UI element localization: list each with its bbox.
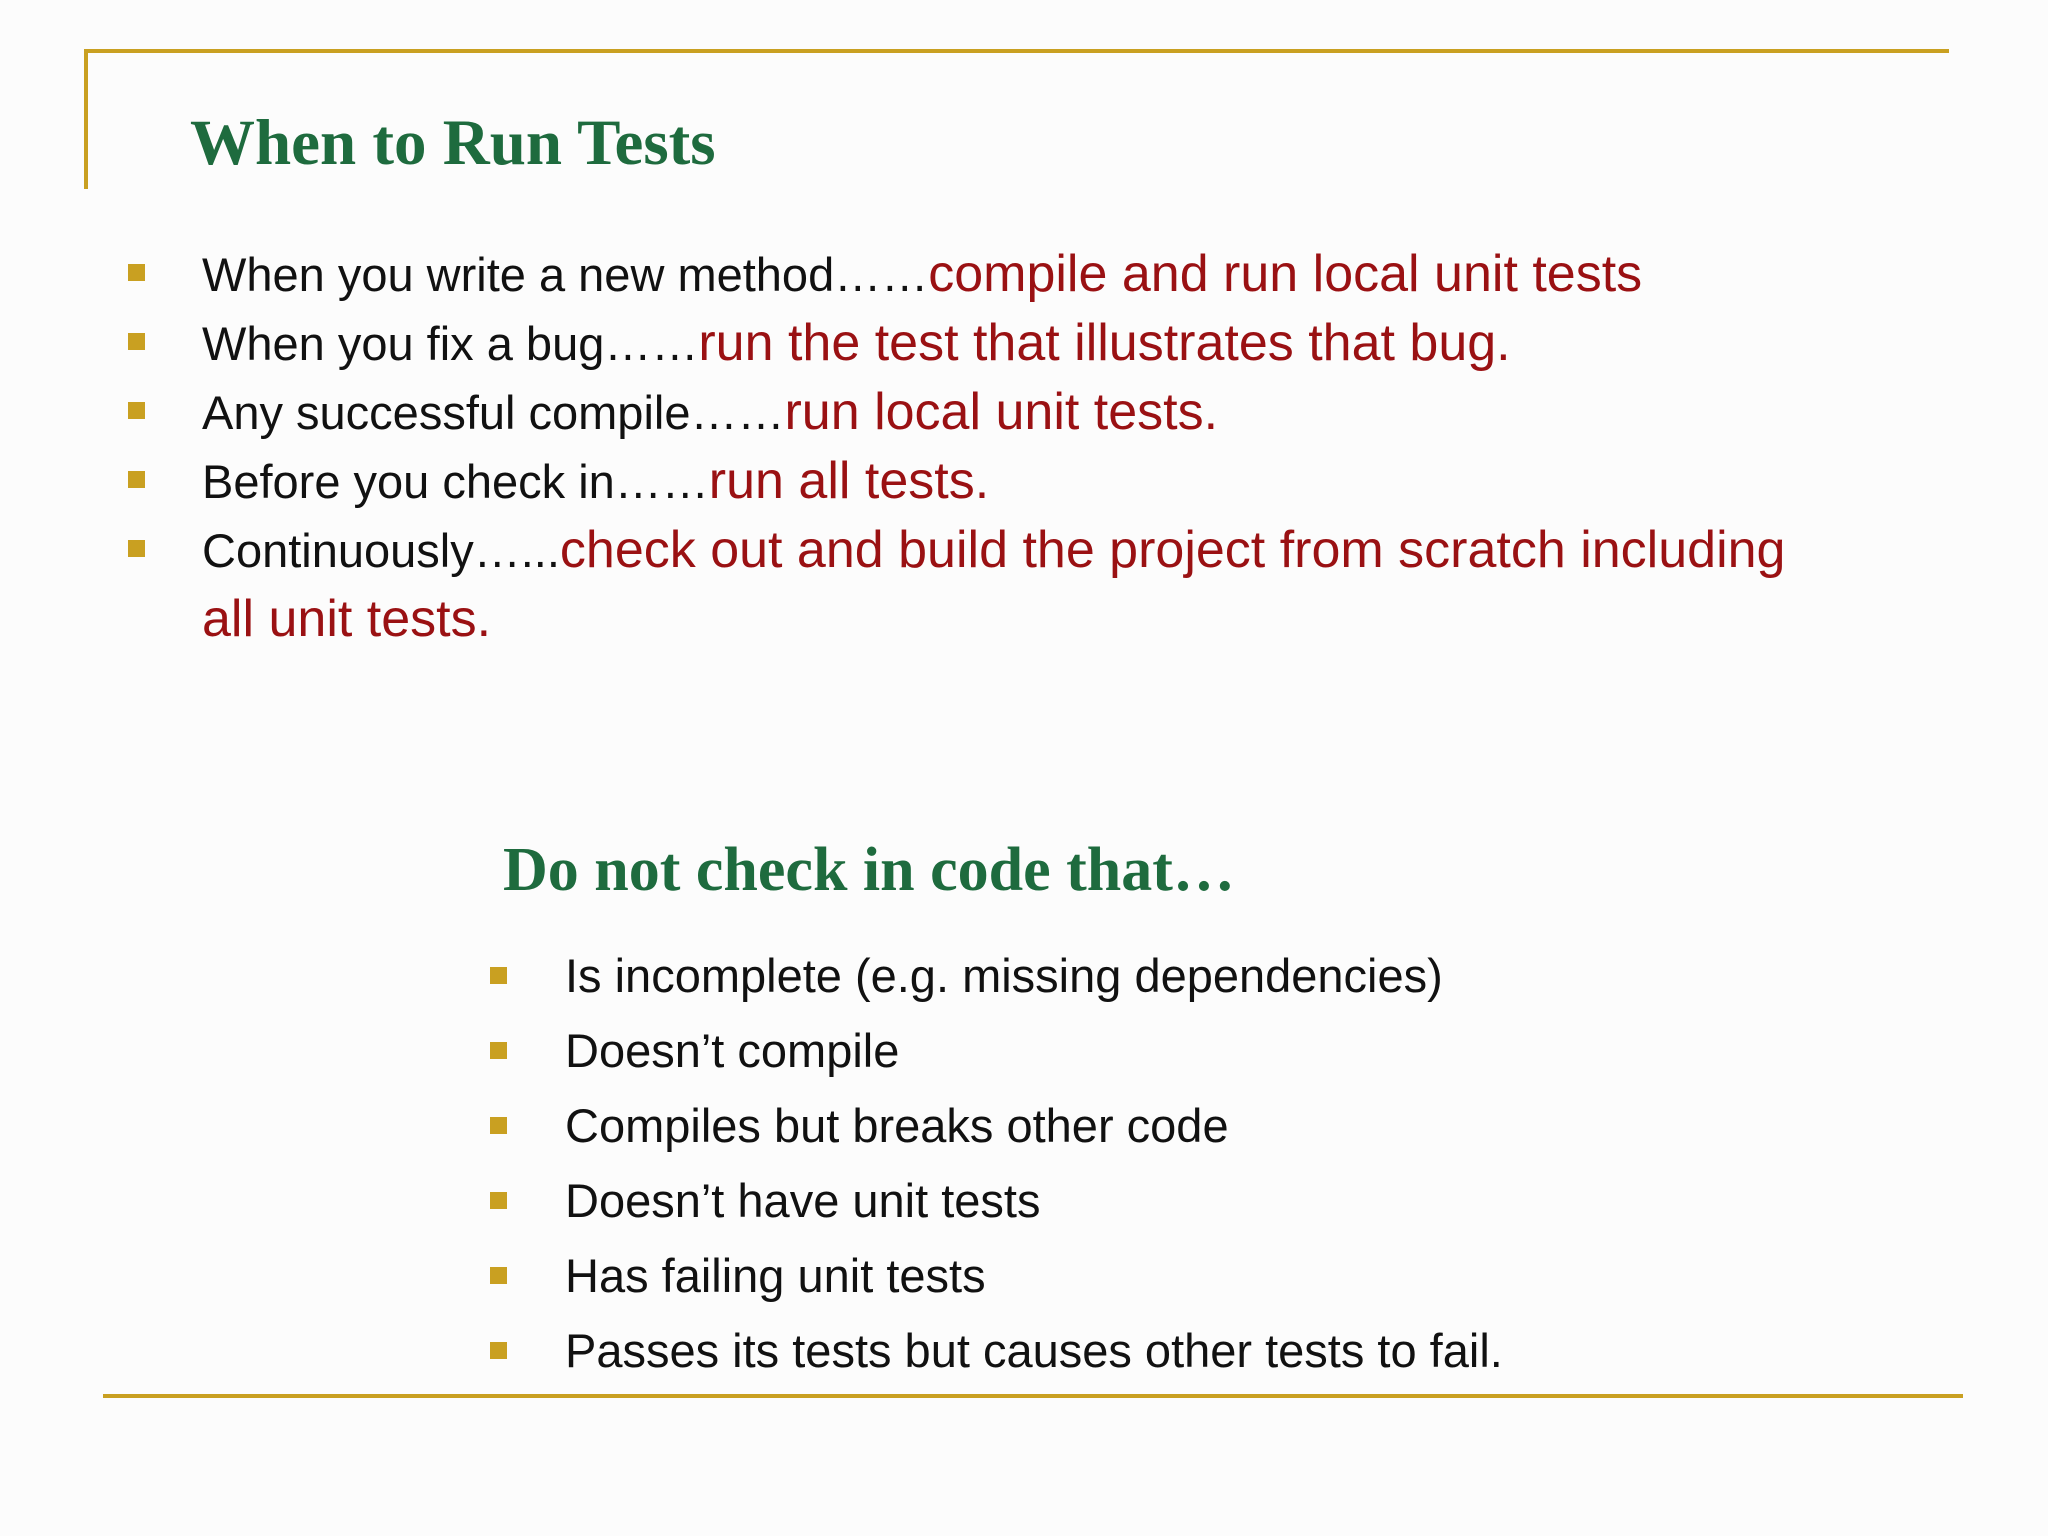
item-emphasis-continuation: all unit tests. [202, 590, 492, 648]
list-item-text [202, 240, 1642, 309]
list-item-text: Doesn’t compile [565, 1024, 900, 1077]
item-emphasis: run the test that illustrates that bug. [698, 314, 1511, 372]
square-bullet-icon [490, 1267, 507, 1284]
list-item-text: Compiles but breaks other code [565, 1099, 1229, 1152]
square-bullet-icon [490, 1042, 507, 1059]
square-bullet-icon [128, 540, 145, 557]
square-bullet-icon [128, 471, 145, 488]
list-item-text [202, 378, 1218, 447]
square-bullet-icon [128, 264, 145, 281]
top-rule [84, 49, 1949, 53]
square-bullet-icon [490, 1192, 507, 1209]
item-emphasis: check out and build the project from scratch including [559, 521, 1786, 579]
left-rule [84, 49, 88, 189]
list-item-text [202, 447, 989, 516]
list-item-text: Passes its tests but causes other tests to fail. [565, 1324, 1503, 1377]
item-lead: When you write a new method…… [202, 248, 929, 301]
item-lead: Continuously…... [202, 524, 560, 577]
square-bullet-icon [490, 1117, 507, 1134]
square-bullet-icon [128, 402, 145, 419]
square-bullet-icon [490, 967, 507, 984]
item-lead: Before you check in…… [202, 455, 709, 508]
square-bullet-icon [490, 1342, 507, 1359]
item-emphasis: run all tests. [708, 452, 990, 510]
list-item-text [202, 309, 1511, 378]
slide-title: When to Run Tests [190, 107, 716, 179]
list-item-text [202, 516, 1785, 585]
square-bullet-icon [128, 333, 145, 350]
list-item-text: Doesn’t have unit tests [565, 1174, 1041, 1227]
item-emphasis: compile and run local unit tests [928, 245, 1643, 303]
item-emphasis: run local unit tests. [784, 383, 1219, 441]
section-subtitle: Do not check in code that… [503, 836, 1235, 904]
item-lead: When you fix a bug…… [202, 317, 699, 370]
bottom-rule [103, 1394, 1963, 1398]
item-lead: Any successful compile…… [202, 386, 785, 439]
list-item-text: Has failing unit tests [565, 1249, 986, 1302]
list-item-text: Is incomplete (e.g. missing dependencies) [565, 949, 1443, 1002]
